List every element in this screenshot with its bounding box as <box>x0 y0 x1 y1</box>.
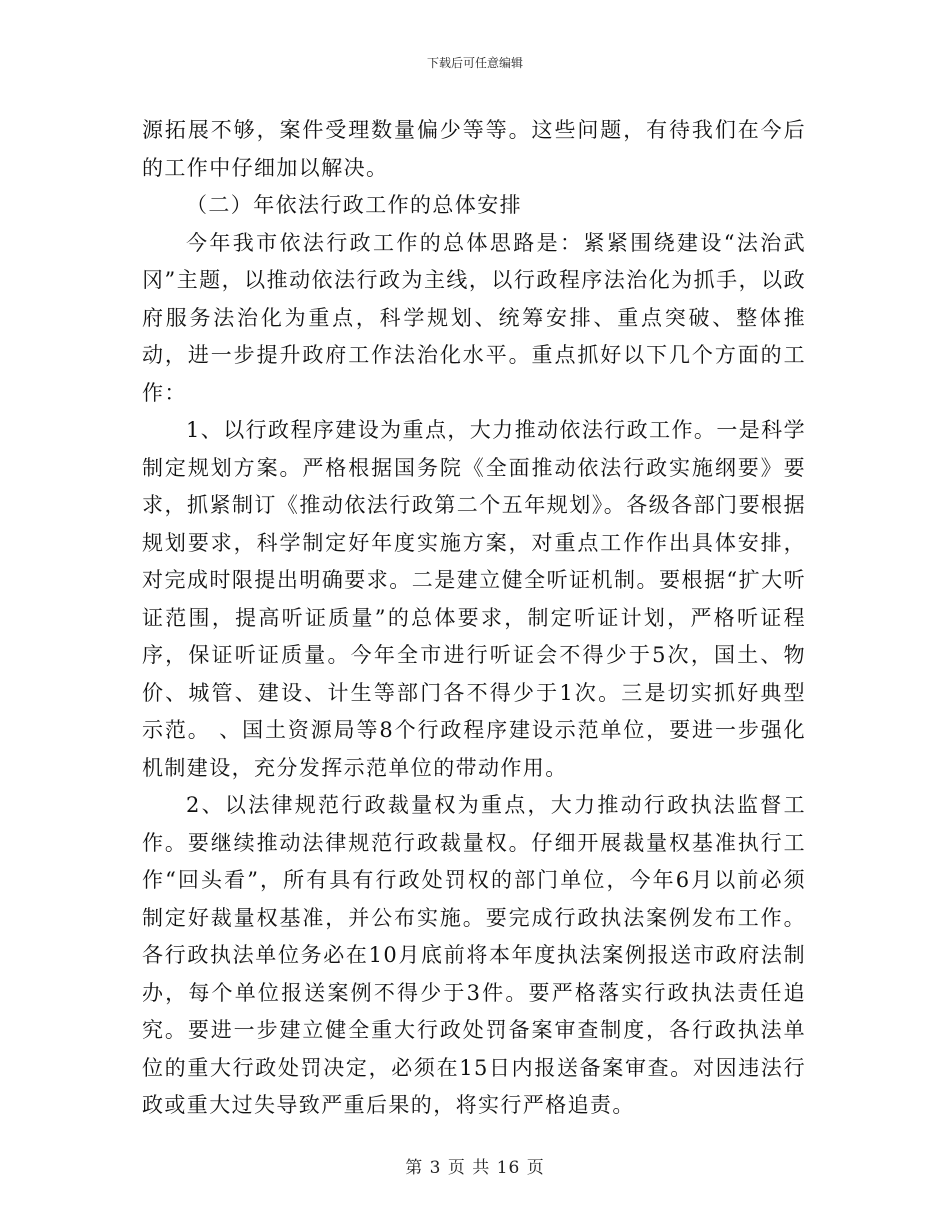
document-body <box>142 112 806 1125</box>
page-header: 下载后可任意编辑 <box>426 56 523 70</box>
page-number-footer: 第 3 页 共 16 页 <box>405 1158 545 1178</box>
paragraph-continuation: 源拓展不够，案件受理数量偏少等等。这些问题，有待我们在今后的工作中仔细加以解决。 <box>142 118 806 180</box>
section-heading: （二）年依法行政工作的总体安排 <box>186 193 522 217</box>
paragraph-overall-idea: 今年我市依法行政工作的总体思路是：紧紧围绕建设“法治武冈”主题，以推动依法行政为主线，以行政程序法治化为抓手，以政府服务法治化为重点，科学规划、统筹安排、重点突破、整体推动，进一步提升政府工作法治化水平。重点抓好以下几个方面的工作： <box>142 230 806 405</box>
paragraph-item-1: 1、以行政程序建设为重点，大力推动依法行政工作。一是科学制定规划方案。严格根据国务院《全面推动依法行政实施纲要》要求，抓紧制订《推动依法行政第二个五年规划》。各级各部门要根据规划要求，科学制定好年度实施方案，对重点工作作出具体安排，对完成时限提出明确要求。二是建立健全听证机制。要根据“扩大听证范围，提高听证质量”的总体要求，制定听证计划，严格听证程序，保证听证质量。今年全市进行听证会不得少于5次，国土、物价、城管、建设、计生等部门各不得少于1次。三是切实抓好典型示范。 、国土资源局等8个行政程序建设示范单位，要进一步强化机制建设，充分发挥示范单位的带动作用。 <box>142 418 806 780</box>
paragraph-item-2: 2、以法律规范行政裁量权为重点，大力推动行政执法监督工作。要继续推动法律规范行政裁量权。仔细开展裁量权基准执行工作“回头看”，所有具有行政处罚权的部门单位，今年6月以前必须制定好裁量权基准，并公布实施。要完成行政执法案例发布工作。各行政执法单位务必在10月底前将本年度执法案例报送市政府法制办，每个单位报送案例不得少于3件。要严格落实行政执法责任追究。要进一步建立健全重大行政处罚备案审查制度，各行政执法单位的重大行政处罚决定，必须在15日内报送备案审查。对因违法行政或重大过失导致严重后果的，将实行严格追责。 <box>142 793 806 1117</box>
